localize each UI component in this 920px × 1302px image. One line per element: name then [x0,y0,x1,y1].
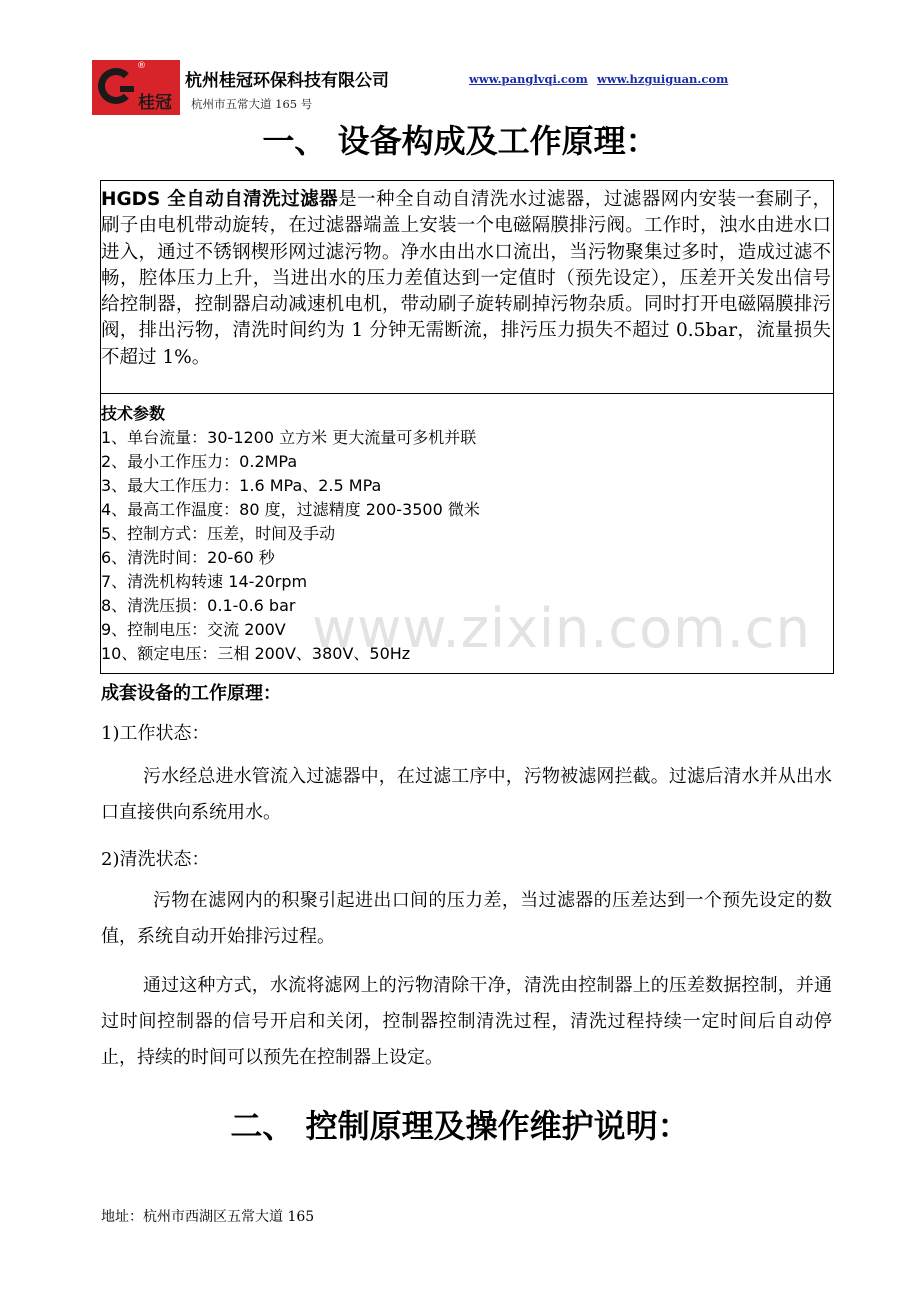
company-name: 杭州桂冠环保科技有限公司 [185,71,389,91]
section1-title: 一、 设备构成及工作原理： [262,122,658,160]
spec-item: 7、清洗机构转速 14-20rpm [101,572,308,591]
spec-item: 10、额定电压：三相 200V、380V、50Hz [101,644,411,663]
section2-title: 二、 控制原理及操作维护说明： [230,1107,690,1145]
intro-paragraph [101,187,831,371]
spec-item: 3、最大工作压力：1.6 MPa、2.5 MPa [101,476,382,495]
state2-label: 2)清洗状态： [101,849,210,870]
watermark: www.zixin.com.cn [312,597,811,660]
intro-text: 是一种全自动自清洗水过滤器，过滤器网内安装一套刷子，刷子由电机带动旋转，在过滤器端盖上安装一个电磁隔膜排污阀。工作时，浊水由进水口进入，通过不锈钢楔形网过滤污物。净水由出水口流出，当污物聚集过多时，造成过滤不畅，腔体压力上升，当进出水的压力差值达到一定值时（预先设定），压差开关发出信号给控制器，控制器启动减速机电机，带动刷子旋转刷掉污物杂质。同时打开电磁隔膜排污阀，排出污物，清洗时间约为 1 分钟无需断流，排污压力损失不超过 0.5bar，流量损失不超过 1%。 [101,189,831,368]
footer-address: 地址：杭州市西湖区五常大道 165 [101,1209,315,1225]
website-link-hzguiguan[interactable]: www.hzguiguan.com [597,72,729,86]
company-logo [92,60,180,115]
spec-item: 4、最高工作温度：80 度，过滤精度 200-3500 微米 [101,500,480,519]
spec-title: 技术参数 [101,404,166,423]
spec-item: 8、清洗压损：0.1-0.6 bar [101,596,296,615]
spec-item: 6、清洗时间：20-60 秒 [101,548,275,567]
principle-title: 成套设备的工作原理： [101,683,281,704]
logo-g-bar [120,86,134,92]
state1-label: 1)工作状态： [101,723,210,744]
website-link-panglvqi[interactable]: www.panglvqi.com [469,72,588,86]
state2-text-continued: 通过这种方式，水流将滤网上的污物清除干净，清洗由控制器上的压差数据控制，并通过时间控制器的信号开启和关闭，控制器控制清洗过程，清洗过程持续一定时间后自动停止，持续的时间可以预先在控制器上设定。 [101,975,832,1068]
header-address: 杭州市五常大道 165 号 [191,97,313,111]
state2-text: 污物在滤网内的积聚引起进出口间的压力差，当过滤器的压差达到一个预先设定的数值，系统自动开始排污过程。 [101,890,832,947]
spec-item: 2、最小工作压力：0.2MPa [101,452,298,471]
state1-text: 污水经总进水管流入过滤器中，在过滤工序中，污物被滤网拦截。过滤后清水并从出水口直接供向系统用水。 [101,766,832,823]
logo-text: 桂冠 [138,93,172,113]
spec-item: 1、单台流量：30-1200 立方米 更大流量可多机并联 [101,428,477,447]
registered-mark: ® [137,61,146,71]
product-name: HGDS 全自动自清洗过滤器 [101,189,339,210]
spec-item: 5、控制方式：压差，时间及手动 [101,524,336,543]
spec-item: 9、控制电压：交流 200V [101,620,286,639]
spec-list [101,402,831,666]
